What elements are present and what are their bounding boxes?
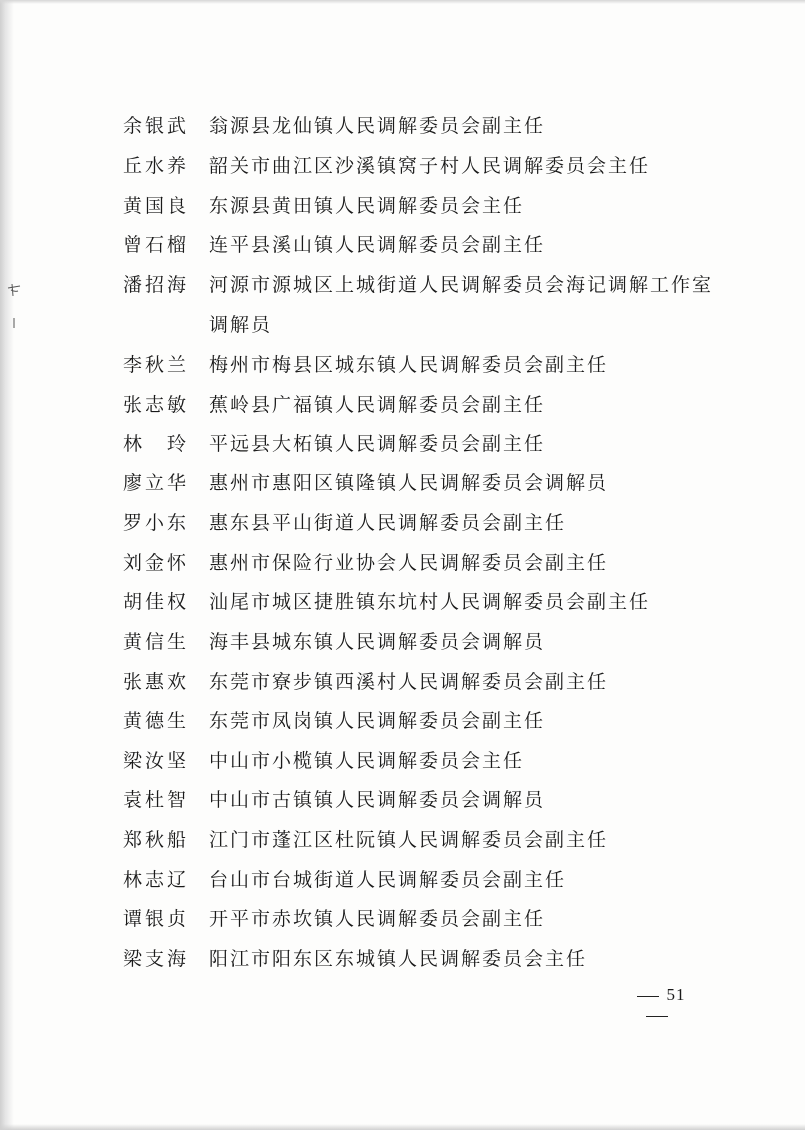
page-number-value: 51 (666, 985, 686, 1004)
scan-edge-bottom (0, 1124, 805, 1130)
person-name: 谭银贞 (123, 908, 190, 930)
person-name: 张志敏 (123, 394, 190, 416)
person-role: 海丰县城东镇人民调解委员会调解员 (209, 631, 546, 653)
person-role: 梅州市梅县区城东镇人民调解委员会副主任 (209, 354, 609, 376)
person-role: 惠州市保险行业协会人民调解委员会副主任 (209, 552, 609, 574)
person-name: 袁杜智 (123, 789, 190, 811)
person-name: 梁汝坚 (123, 750, 190, 772)
person-role: 中山市古镇镇人民调解委员会调解员 (209, 789, 546, 811)
person-role: 河源市源城区上城街道人民调解委员会海记调解工作室 (209, 274, 714, 296)
person-name: 郑秋船 (123, 829, 190, 851)
person-name: 胡佳权 (123, 591, 190, 613)
scan-edge-left (0, 0, 14, 1130)
person-role: 汕尾市城区捷胜镇东坑村人民调解委员会副主任 (209, 591, 651, 613)
person-role: 阳江市阳东区东城镇人民调解委员会主任 (209, 948, 588, 970)
person-role-continued: 调解员 (209, 314, 273, 336)
page-number-dash-right (646, 1016, 668, 1017)
scan-edge-top (0, 0, 805, 4)
person-name: 黄信生 (123, 631, 190, 653)
page-number-dash-left (637, 996, 659, 997)
person-name: 刘金怀 (123, 552, 190, 574)
person-name: 潘招海 (123, 274, 190, 296)
person-name: 余银武 (123, 115, 190, 137)
person-name: 黄德生 (123, 710, 190, 732)
person-name: 廖立华 (123, 472, 190, 494)
person-name: 曾石榴 (123, 234, 190, 256)
person-role: 中山市小榄镇人民调解委员会主任 (209, 750, 525, 772)
person-role: 江门市蓬江区杜阮镇人民调解委员会副主任 (209, 829, 609, 851)
person-name: 林 玲 (123, 433, 190, 455)
person-name: 李秋兰 (123, 354, 190, 376)
person-name: 罗小东 (123, 512, 190, 534)
person-name: 梁支海 (123, 948, 190, 970)
person-name: 张惠欢 (123, 671, 190, 693)
binding-hole-mark-icon (6, 316, 22, 346)
person-role: 台山市台城街道人民调解委员会副主任 (209, 869, 567, 891)
person-role: 蕉岭县广福镇人民调解委员会副主任 (209, 394, 546, 416)
person-role: 东源县黄田镇人民调解委员会主任 (209, 195, 525, 217)
binding-hole-mark-icon (6, 282, 22, 312)
person-role: 惠州市惠阳区镇隆镇人民调解委员会调解员 (209, 472, 609, 494)
person-role: 韶关市曲江区沙溪镇窝子村人民调解委员会主任 (209, 155, 651, 177)
person-name: 丘水养 (123, 155, 190, 177)
person-role: 平远县大柘镇人民调解委员会副主任 (209, 433, 546, 455)
person-role: 开平市赤坎镇人民调解委员会副主任 (209, 908, 546, 930)
person-role: 惠东县平山街道人民调解委员会副主任 (209, 512, 567, 534)
page-number (612, 985, 702, 1025)
person-role: 东莞市寮步镇西溪村人民调解委员会副主任 (209, 671, 609, 693)
person-role: 东莞市凤岗镇人民调解委员会副主任 (209, 710, 546, 732)
person-name: 林志辽 (123, 869, 190, 891)
person-role: 翁源县龙仙镇人民调解委员会副主任 (209, 115, 546, 137)
person-role: 连平县溪山镇人民调解委员会副主任 (209, 234, 546, 256)
person-name: 黄国良 (123, 195, 190, 217)
